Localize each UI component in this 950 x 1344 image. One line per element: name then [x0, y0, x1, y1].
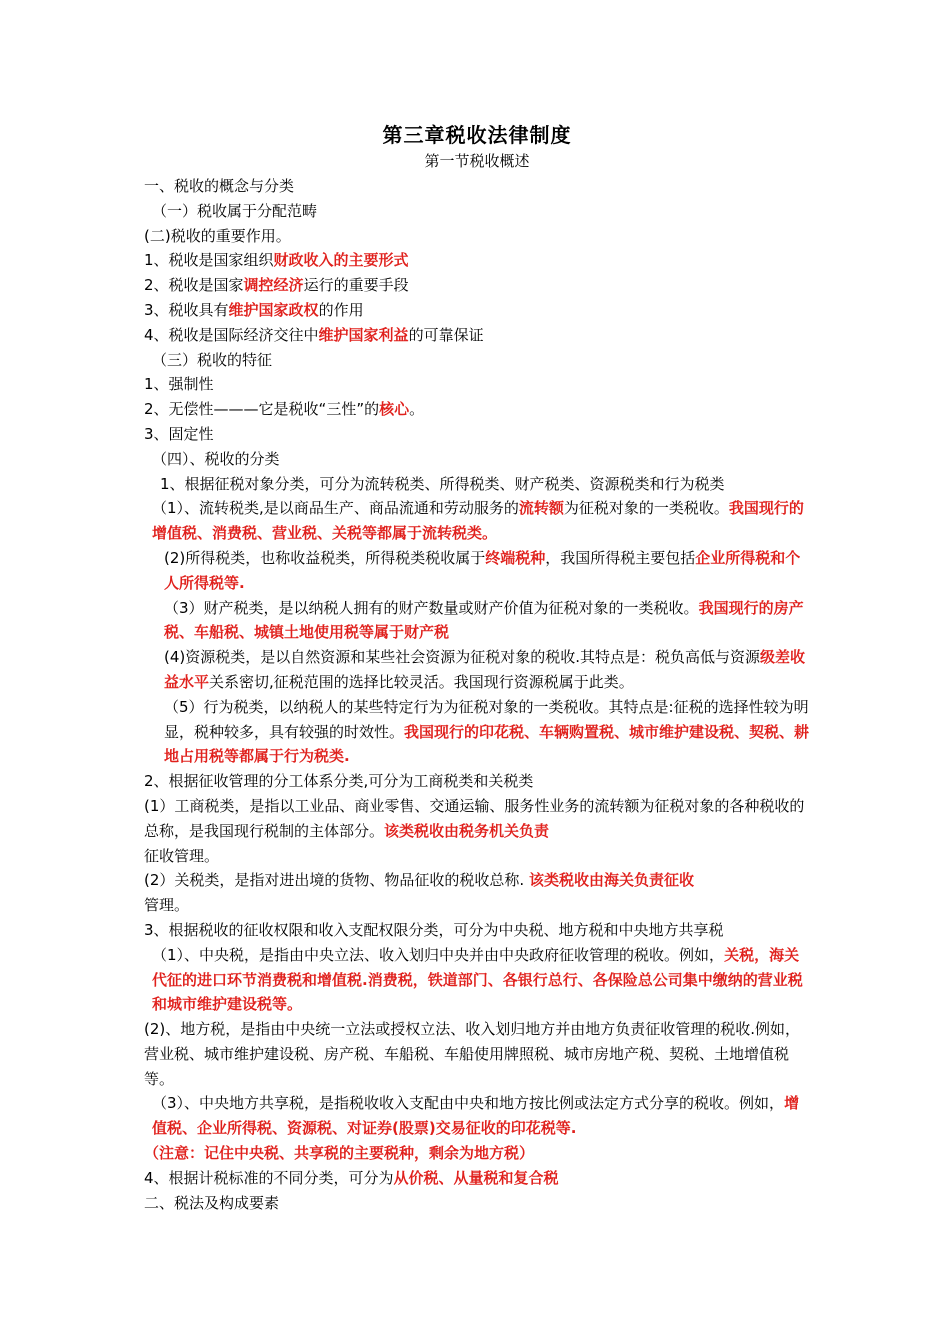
highlighted-text: 核心 — [379, 400, 410, 419]
highlighted-text: 该类税收由海关负责征收 — [528, 871, 694, 890]
text-segment: 一、税收的概念与分类 — [144, 177, 295, 195]
text-segment: 二、税法及构成要素 — [144, 1193, 280, 1212]
highlighted-text: 维护国家政权 — [228, 300, 319, 319]
paragraph — [144, 372, 810, 397]
text-segment: (1）工商税类，是指以工业品、商业零售、交通运输、服务性业务的流转额为征税对象的各种税收的总称，是我国现行税制的主体部分。 — [144, 796, 805, 840]
highlighted-text: 调控经济 — [243, 276, 304, 295]
highlighted-text: 该类税收由税务机关负责 — [384, 821, 550, 840]
paragraph — [144, 348, 810, 373]
paragraph — [144, 844, 810, 869]
paragraph — [144, 1017, 810, 1091]
text-segment: 1、根据征税对象分类，可分为流转税类、所得税类、财产税类、资源税类和行为税类 — [160, 474, 725, 493]
text-segment: 3、根据税收的征收权限和收入支配权限分类，可分为中央税、地方税和中央地方共享税 — [144, 920, 724, 939]
highlighted-text: 从价税、从量税和复合税 — [393, 1168, 559, 1187]
highlighted-text: 我国现行的房产税、车船税、城镇土地使用税等属于财产税 — [164, 598, 804, 642]
text-segment: 运行的重要手段 — [303, 276, 409, 295]
paragraph — [144, 422, 810, 447]
paragraph — [144, 447, 810, 472]
text-segment: （1）、中央税，是指由中央立法、收入划归中央并由中央政府征收管理的税收。例如， — [152, 945, 725, 964]
highlighted-text: 增值税、企业所得税、资源税、对证券(股票)交易征收的印花税等. — [152, 1094, 800, 1138]
document-page — [144, 120, 810, 1215]
text-segment: （三）税收的特征 — [152, 350, 273, 369]
text-segment: （一）税收属于分配范畴 — [152, 201, 318, 220]
paragraph — [144, 769, 810, 794]
highlighted-text: （注意：记住中央税、共享税的主要税种，剩余为地方税） — [144, 1144, 535, 1163]
paragraph — [144, 943, 810, 1017]
text-segment: 1、税收是国家组织 — [144, 251, 274, 270]
text-segment: 2、税收是国家 — [144, 276, 244, 295]
text-segment: 2、根据征收管理的分工体系分类,可分为工商税类和关税类 — [144, 772, 534, 791]
paragraph — [144, 1091, 810, 1141]
text-segment: 2、无偿性———它是税收“三性”的 — [144, 400, 380, 419]
text-segment: 。 — [409, 400, 425, 419]
text-segment: (2)、地方税，是指由中央统一立法或授权立法、收入划归地方并由地方负责征收管理的税收.例如，营业税、城市维护建设税、房产税、车船税、车船使用牌照税、城市房地产税、契税、土地增值税等。 — [144, 1020, 801, 1088]
text-segment: 的可靠保证 — [408, 325, 484, 344]
paragraph — [144, 546, 810, 596]
chapter-title: 第三章税收法律制度 — [382, 123, 572, 147]
highlighted-text: 流转额 — [518, 499, 564, 518]
text-segment: 1、强制性 — [144, 375, 214, 394]
text-segment: 3、税收具有 — [144, 300, 229, 319]
paragraph — [144, 695, 810, 769]
text-segment: （3）财产税类，是以纳税人拥有的财产数量或财产价值为征税对象的一类税收。 — [164, 598, 699, 617]
paragraph — [144, 224, 810, 249]
section-subtitle: 第一节税收概述 — [424, 152, 530, 170]
paragraph — [144, 472, 810, 497]
paragraph — [144, 323, 810, 348]
paragraph — [144, 199, 810, 224]
highlighted-text: 财政收入的主要形式 — [273, 251, 409, 270]
paragraph — [144, 868, 810, 893]
text-segment: 4、根据计税标准的不同分类，可分为 — [144, 1168, 394, 1187]
text-segment: ，我国所得税主要包括 — [545, 548, 696, 567]
text-segment: 的作用 — [318, 300, 364, 319]
highlighted-text: 我国现行的增值税、消费税、营业税、关税等都属于流转税类。 — [152, 499, 804, 543]
paragraph — [144, 918, 810, 943]
paragraph — [144, 397, 810, 422]
paragraph — [144, 1166, 810, 1191]
paragraph — [144, 248, 810, 273]
paragraph — [144, 794, 810, 844]
highlighted-text: 企业所得税和个人所得税等. — [164, 548, 801, 592]
paragraph — [144, 645, 810, 695]
highlighted-text: 我国现行的印花税、车辆购置税、城市维护建设税、契税、耕地占用税等都属于行为税类. — [164, 722, 810, 766]
text-segment: （5）行为税类，以纳税人的某些特定行为为征税对象的一类税收。其特点是:征税的选择性较为明显，税种较多，具有较强的时效性。 — [164, 697, 809, 741]
text-segment: (二)税收的重要作用。 — [144, 226, 291, 245]
paragraph — [144, 273, 810, 298]
paragraph — [144, 893, 810, 918]
text-segment: 3、固定性 — [144, 424, 214, 443]
text-segment: (2）关税类，是指对进出境的货物、物品征收的税收总称. — [144, 871, 529, 890]
text-segment: （1）、流转税类,是以商品生产、商品流通和劳动服务的 — [152, 499, 519, 518]
paragraph — [144, 1191, 810, 1216]
text-segment: 征收管理。 — [144, 846, 220, 865]
text-segment: 管理。 — [144, 896, 190, 915]
text-segment: 4、税收是国际经济交往中 — [144, 325, 319, 344]
text-segment: (2)所得税类，也称收益税类，所得税类税收属于 — [164, 548, 486, 567]
document-body — [144, 174, 810, 1215]
paragraph — [144, 298, 810, 323]
highlighted-text: 关税，海关代征的进口环节消费税和增值税.消费税，铁道部门、各银行总行、各保险总公司集中缴纳的营业税和城市维护建设税等。 — [152, 945, 803, 1014]
highlighted-text: 维护国家利益 — [318, 325, 409, 344]
paragraph — [144, 496, 810, 546]
highlighted-text: 级差收益水平 — [164, 648, 806, 691]
highlighted-text: 终端税种 — [485, 548, 546, 567]
paragraph — [144, 1141, 810, 1166]
paragraph — [144, 174, 810, 199]
text-segment: (4)资源税类，是以自然资源和某些社会资源为征税对象的税收.其特点是：税负高低与资源 — [164, 648, 761, 667]
text-segment: 关系密切,征税范围的选择比较灵活。我国现行资源税属于此类。 — [209, 672, 634, 691]
text-segment: （3）、中央地方共享税，是指税收收入支配由中央和地方按比例或法定方式分享的税收。例如， — [152, 1094, 785, 1113]
text-segment: （四）、税收的分类 — [152, 449, 280, 468]
paragraph — [144, 596, 810, 646]
text-segment: 为征税对象的一类税收。 — [563, 499, 729, 518]
